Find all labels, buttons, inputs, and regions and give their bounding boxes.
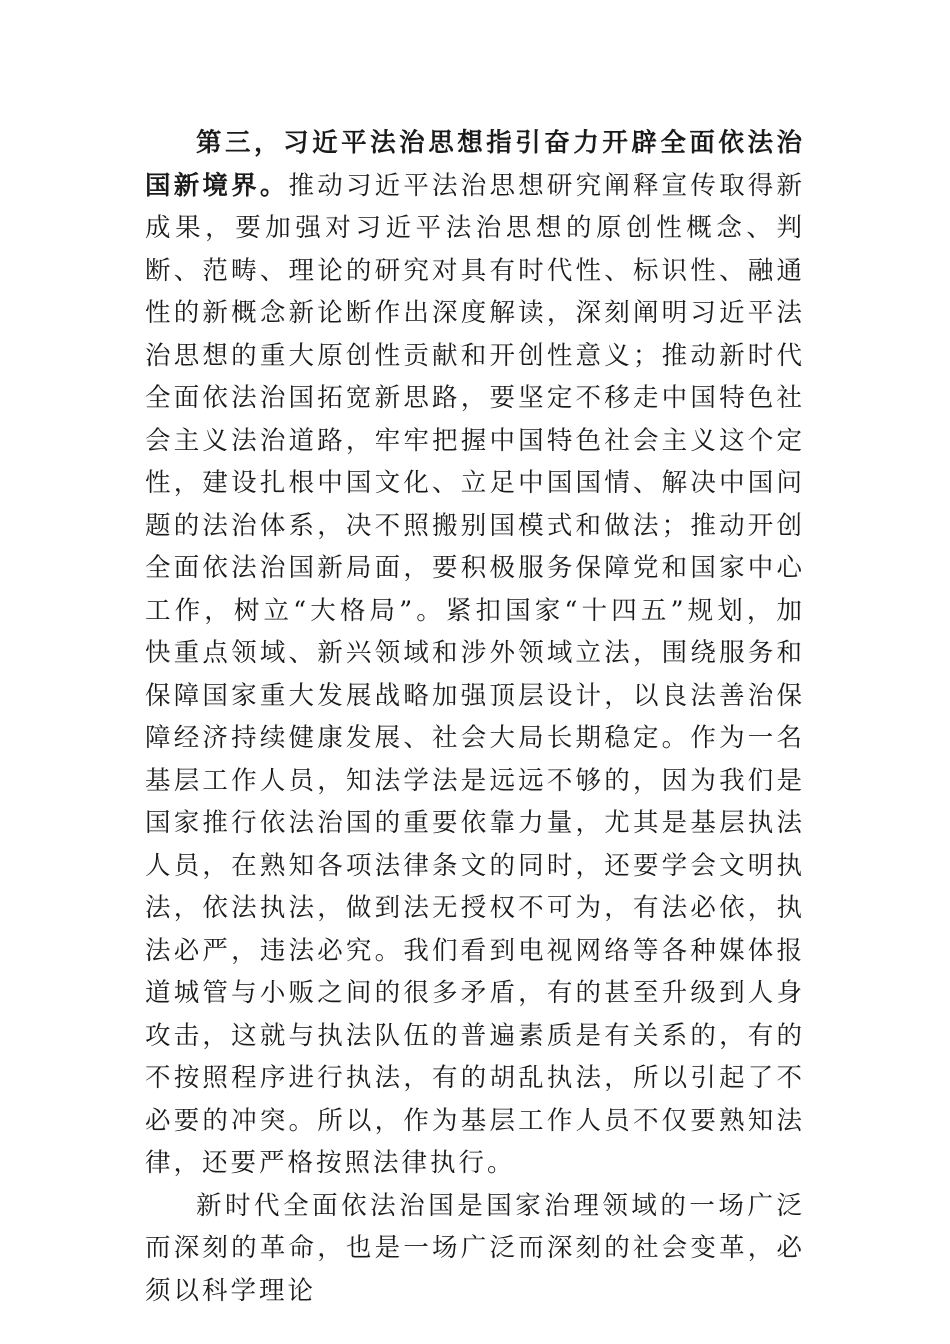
- paragraph-2: [145, 1185, 805, 1313]
- document-page: [145, 122, 805, 1312]
- paragraph-2-body: 新时代全面依法治国是国家治理领域的一场广泛而深刻的革命，也是一场广泛而深刻的社会变革，必须以科学理论: [145, 1190, 805, 1306]
- paragraph-1: [145, 122, 805, 1185]
- paragraph-1-body: 推动习近平法治思想研究阐释宣传取得新成果，要加强对习近平法治思想的原创性概念、判断、范畴、理论的研究对具有时代性、标识性、融通性的新概念新论断作出深度解读，深刻阐明习近平法治思想的重大原创性贡献和开创性意义；推动新时代全面依法治国拓宽新思路，要坚定不移走中国特色社会主义法治道路，牢牢把握中国特色社会主义这个定性，建设扎根中国文化、立足中国国情、解决中国问题的法治体系，决不照搬别国模式和做法；推动开创全面依法治国新局面，要积极服务保障党和国家中心工作，树立“大格局”。紧扣国家“十四五”规划，加快重点领域、新兴领域和涉外领域立法，围绕服务和保障国家重大发展战略加强顶层设计，以良法善治保障经济持续健康发展、社会大局长期稳定。作为一名基层工作人员，知法学法是远远不够的，因为我们是国家推行依法治国的重要依靠力量，尤其是基层执法人员，在熟知各项法律条文的同时，还要学会文明执法，依法执法，做到法无授权不可为，有法必依，执法必严，违法必究。我们看到电视网络等各种媒体报道城管与小贩之间的很多矛盾，有的甚至升级到人身攻击，这就与执法队伍的普遍素质是有关系的，有的不按照程序进行执法，有的胡乱执法，所以引起了不必要的冲突。所以，作为基层工作人员不仅要熟知法律，还要严格按照法律执行。: [145, 170, 805, 1178]
- section-heading: 第三，习近平法治思想指引奋力开辟全面依法治国新境界。: [145, 128, 805, 201]
